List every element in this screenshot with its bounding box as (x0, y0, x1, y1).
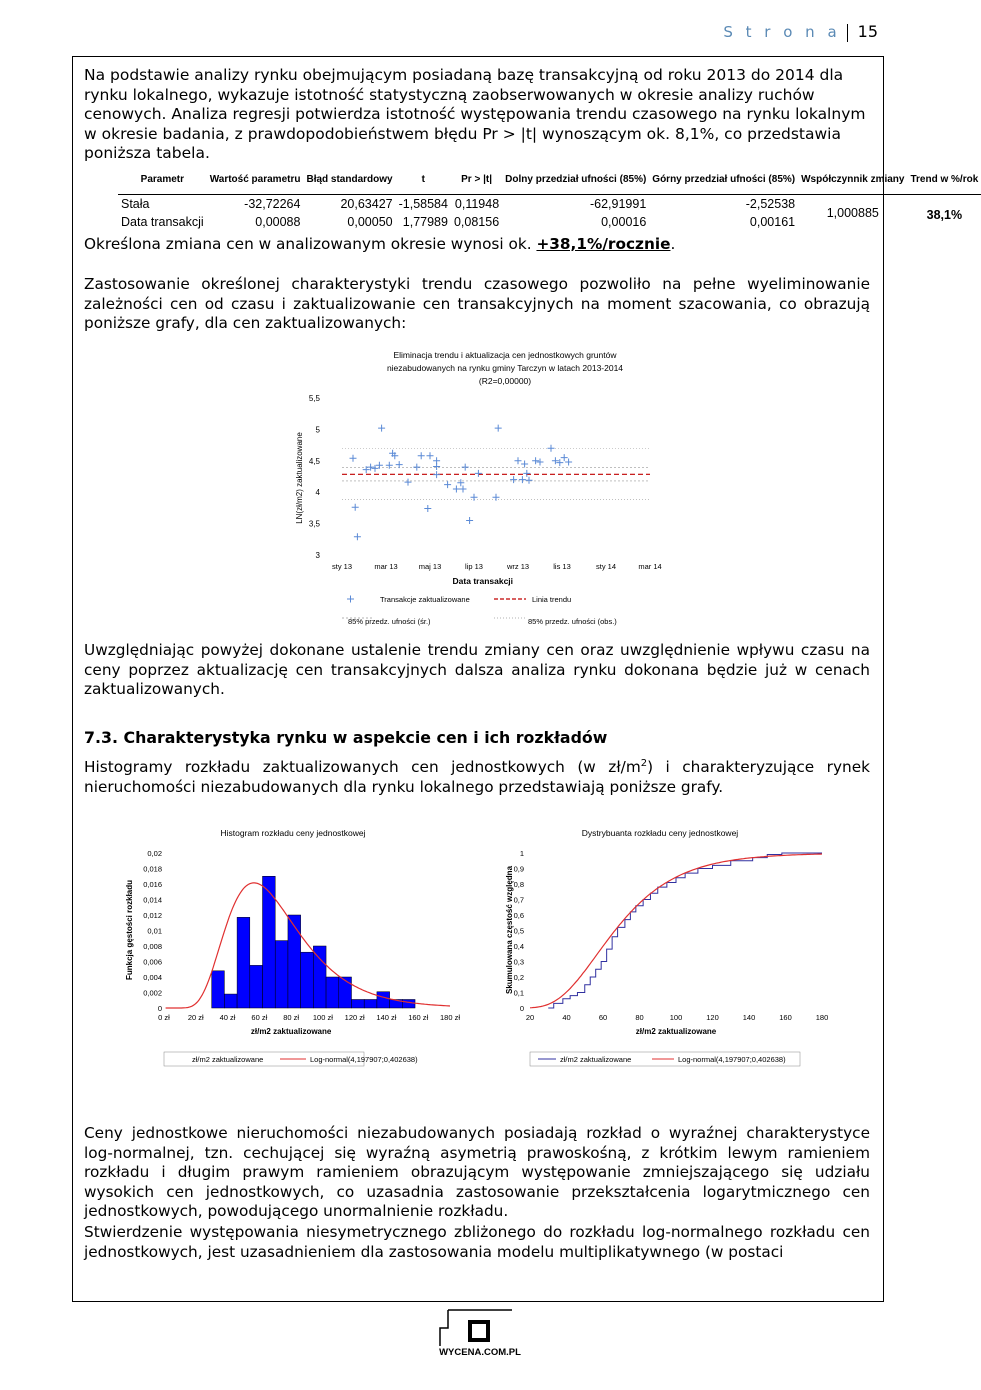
data-point (453, 486, 460, 493)
data-point (460, 486, 467, 493)
y-tick-label: 0,1 (513, 988, 524, 998)
intro-paragraph: Na podstawie analizy rynku obejmującym posiadaną bazę transakcyjną od roku 2013 do 2014 dla rynku lokalnego, wykazuje istotność statystyczną zaobserwowanych w okresie analizy ruchów cenowych. Analiza regresji potwierdza istotność występowania trendu czasowego na rynku lokalnym w okresie badania, z prawdopodobieństwem błędu Pr > |t| wynoszącym ok. 8,1%, co przedstawia poniższa tabela. (84, 66, 866, 163)
conclusion-suffix: . (670, 235, 676, 253)
data-point (354, 533, 361, 540)
y-tick-label: 0 (519, 1004, 524, 1013)
x-tick-label: 160 zł (408, 1013, 429, 1022)
legend-label: 85% przedz. ufności (śr.) (348, 617, 431, 626)
y-axis-label: Funkcja gęstości rozkładu (125, 879, 134, 981)
table-cell: -32,72264 (207, 195, 304, 214)
data-point (521, 460, 528, 467)
data-point (352, 504, 359, 511)
paragraph-3: Uwzględniając powyżej dokonane ustalenie trendu zmiany cen oraz uwzględnienie wpływu czasu na ceny poprzez aktualizację cen transakcyjnych dalsza analiza rynku dokonana będzie już w cenach zaktualizowanych. (84, 641, 870, 699)
th-parametr: Parametr (140, 173, 185, 185)
x-tick-label: lis 13 (553, 562, 571, 571)
x-tick-label: 100 (669, 1013, 683, 1022)
y-tick-label: 5,5 (308, 394, 320, 403)
data-point (396, 461, 403, 468)
y-tick-label: 0,008 (143, 942, 162, 951)
th-wartosc: Wartość parametru (209, 173, 301, 185)
data-point (552, 457, 559, 464)
data-point (561, 454, 568, 461)
legend-label: Log-normal(4,197907;0,402638) (678, 1055, 786, 1064)
y-tick-label: 3,5 (308, 519, 320, 529)
trend-conclusion (84, 235, 870, 255)
y-tick-label: 5 (315, 425, 320, 435)
data-point (413, 464, 420, 471)
page-label: S t r o n a (723, 23, 841, 41)
x-tick-label: maj 13 (418, 562, 442, 571)
y-tick-label: 0,002 (143, 988, 162, 998)
y-tick-label: 0,018 (143, 864, 162, 874)
data-point (475, 470, 482, 477)
table-cell: 0,00161 (749, 215, 796, 229)
x-tick-label: 0 zł (158, 1013, 170, 1022)
empirical-cdf (548, 853, 822, 1008)
logo-text: WYCENA.COM.PL (439, 1347, 521, 1358)
histogram-bar (402, 999, 415, 1008)
y-tick-label: 3 (315, 551, 320, 560)
chart-title: niezabudowanych na rynku gminy Tarczyn w latach 2013-2014 (386, 363, 624, 373)
legend-label: 85% przedz. ufności (obs.) (528, 617, 617, 626)
y-tick-label: 0,02 (147, 849, 162, 858)
x-tick-label: 40 (562, 1013, 571, 1022)
data-point (350, 455, 357, 462)
y-tick-label: 0,3 (513, 957, 524, 967)
y-tick-label: 0,8 (513, 880, 524, 889)
y-tick-label: 0,01 (147, 926, 162, 936)
table-cell: Stała (118, 195, 207, 214)
header-divider (847, 24, 848, 42)
histogram-bar (364, 999, 377, 1008)
paragraph-5: Ceny jednostkowe nieruchomości niezabudowanych posiadają rozkład o wyraźnej charakterystyce log-normalnej, tzn. cechującej się wyraźną asymetrią prawoskośną, z krótkim lewym ramieniem rozkładu i długim prawym ramieniem obrazującym występowanie zmniejszającego się udziału wysokich cen jednostkowych, co uzasadnia zastosowanie przekształcenia logarytmicznego cen jednostkowych, powodującego unormalnienie rozkładu. (84, 1124, 870, 1221)
histogram-bar (301, 952, 314, 1008)
table-cell: -2,52538 (649, 195, 798, 214)
histogram-bar (237, 917, 250, 1008)
th-dolny: Dolny przedział ufności (85%) (505, 173, 647, 185)
data-point (515, 457, 522, 464)
data-point (457, 479, 464, 486)
x-tick-label: lip 13 (465, 562, 483, 571)
data-point (548, 445, 555, 452)
x-tick-label: 40 zł (219, 1013, 236, 1022)
y-axis-label: LN(zł/m2) zaktualizowane (295, 432, 304, 524)
data-point (462, 464, 469, 471)
page-number: 15 (857, 22, 878, 41)
histogram-bar (351, 999, 364, 1008)
data-point (433, 471, 440, 478)
histogram-bar (326, 977, 339, 1008)
y-tick-label: 0,5 (513, 926, 524, 936)
x-tick-label: mar 13 (374, 562, 398, 571)
x-tick-label: 140 (742, 1013, 756, 1022)
p4-text-post: ) i charakteryzujące rynek nieruchomości niezabudowanych dla rynku lokalnego przedstawiają poniższe grafy. (84, 758, 870, 796)
y-tick-label: 0,014 (143, 895, 162, 905)
x-tick-label: sty 13 (331, 562, 353, 571)
chart-title: Eliminacja trendu i aktualizacja cen jednostkowych gruntów (393, 350, 617, 360)
data-point (495, 425, 502, 432)
data-point (510, 476, 517, 483)
logo-frame (440, 1310, 448, 1346)
y-tick-label: 0,012 (143, 911, 162, 920)
chart-title: Dystrybuanta rozkładu ceny jednostkowej (581, 828, 739, 838)
table-row (118, 195, 981, 214)
x-tick-label: sty 14 (595, 562, 617, 571)
paragraph-6: Stwierdzenie występowania niesymetrycznego zbliżonego do rozkładu log-normalnego rozkładu cen jednostkowych, jest uzasadnieniem dla zastosowania modelu multiplikatywnego (w postaci (84, 1223, 870, 1261)
x-tick-label: 140 zł (376, 1013, 397, 1022)
paragraph-2: Zastosowanie określonej charakterystyki trendu czasowego pozwoliło na pełne wyeliminowanie zależności cen od czasu i zaktualizowanie cen transakcyjnych na moment szacowania, co obrazują poniższe grafy, dla cen zaktualizowanych: (84, 275, 870, 333)
legend-label: zł/m2 zaktualizowane (560, 1055, 632, 1064)
histogram-bar (224, 994, 237, 1008)
x-tick-label: 20 (525, 1013, 535, 1022)
data-point (405, 479, 412, 486)
y-tick-label: 4,5 (308, 456, 320, 466)
lognormal-cdf-curve (530, 854, 822, 1008)
legend-label: Log-normal(4,197907;0,402638) (310, 1055, 418, 1064)
x-tick-label: 180 zł (439, 1013, 461, 1022)
y-tick-label: 0,2 (513, 973, 524, 982)
table-cell: 0,00050 (347, 215, 393, 229)
conclusion-value: +38,1%/rocznie (536, 235, 671, 253)
th-pr: Pr > |t| (461, 173, 492, 185)
legend-label: Transakcje zaktualizowane (380, 595, 470, 604)
table-cell: -1,58584 (396, 195, 451, 214)
coefficient-cell: 1,000885 (798, 195, 907, 232)
regression-table (118, 164, 981, 231)
th-t: t (421, 173, 425, 185)
y-tick-label: 0,7 (513, 895, 524, 905)
x-tick-label: 60 (598, 1013, 608, 1022)
data-point (444, 481, 451, 488)
th-wspolczynnik: Współczynnik zmiany (801, 173, 905, 185)
y-tick-label: 0,9 (513, 864, 524, 874)
table-cell: 0,00016 (601, 215, 647, 229)
th-gorny: Górny przedział ufności (85%) (652, 173, 796, 185)
th-blad: Błąd standardowy (306, 173, 393, 185)
section-title: 7.3. Charakterystyka rynku w aspekcie cen i ich rozkładów (84, 728, 608, 747)
y-tick-label: 1 (519, 849, 524, 858)
x-tick-label: 80 (635, 1013, 644, 1022)
x-tick-label: 120 (706, 1013, 719, 1022)
x-tick-label: mar 14 (638, 562, 662, 571)
data-point (466, 517, 473, 524)
chart-title: Histogram rozkładu ceny jednostkowej (220, 828, 366, 838)
data-point (519, 476, 526, 483)
y-tick-label: 0,006 (143, 957, 162, 967)
y-tick-label: 0 (157, 1004, 162, 1013)
y-tick-label: 0,016 (143, 880, 162, 889)
x-tick-label: 20 zł (187, 1013, 204, 1022)
legend-label: Linia trendu (532, 595, 572, 604)
x-axis-label: Data transakcji (452, 576, 514, 586)
y-tick-label: 4 (315, 488, 320, 498)
data-point (376, 462, 383, 469)
x-tick-label: 100 zł (312, 1013, 333, 1022)
data-point (427, 452, 434, 459)
paragraph-4 (84, 754, 870, 797)
p4-text: Histogramy rozkładu zaktualizowanych cen jednostkowych (w zł/m (84, 758, 641, 777)
histogram-bar (250, 965, 263, 1008)
trend-cell: 38,1% (907, 195, 981, 232)
table-cell: Data transakcji (121, 215, 204, 229)
histogram-bar (275, 941, 288, 1008)
footer-logo (430, 1306, 530, 1358)
conclusion-text: Określona zmiana cen w analizowanym okresie wynosi ok. (84, 235, 537, 253)
data-point (556, 459, 563, 466)
histogram-bar (339, 977, 352, 1008)
x-tick-label: 160 (779, 1013, 792, 1022)
data-point (424, 505, 431, 512)
data-point (378, 425, 385, 432)
cdf-chart (490, 818, 840, 1094)
y-axis-label: Skumulowana częstość względna (505, 865, 514, 995)
th-trend: Trend w %/rok (910, 173, 979, 185)
histogram-chart (120, 818, 470, 1094)
x-axis-label: zł/m2 zaktualizowane (250, 1027, 332, 1036)
histogram-bar (212, 971, 225, 1008)
histogram-bar (288, 915, 301, 1008)
data-point (523, 470, 530, 477)
data-point (418, 452, 425, 459)
table-cell: 20,63427 (303, 195, 395, 214)
y-tick-label: 0,004 (143, 973, 162, 982)
logo-mark-inner (472, 1324, 486, 1338)
data-point (532, 457, 539, 464)
table-cell: 0,11948 (451, 195, 502, 214)
data-point (537, 459, 544, 466)
x-tick-label: 80 zł (283, 1013, 300, 1022)
histogram-bar (377, 992, 390, 1008)
data-point (565, 459, 572, 466)
scatter-chart (280, 340, 690, 630)
table-cell: 1,77989 (402, 215, 448, 229)
data-point (433, 457, 440, 464)
p4-sup: 2 (640, 758, 648, 769)
x-axis-label: zł/m2 zaktualizowane (635, 1027, 717, 1036)
table-cell: 0,00088 (255, 215, 301, 229)
x-tick-label: 60 zł (251, 1013, 268, 1022)
y-tick-label: 0,6 (513, 911, 524, 920)
x-tick-label: 120 zł (344, 1013, 365, 1022)
legend-label: zł/m2 zaktualizowane (192, 1055, 264, 1064)
data-point (372, 465, 379, 472)
page-header (723, 22, 878, 42)
chart-title: (R2=0,00000) (478, 376, 532, 386)
data-point (526, 477, 533, 484)
table-cell: 0,08156 (453, 215, 500, 229)
histogram-bar (313, 946, 326, 1008)
x-tick-label: 180 (815, 1013, 829, 1022)
legend-marker (347, 596, 354, 603)
table-cell: -62,91991 (502, 195, 649, 214)
y-tick-label: 0,4 (513, 942, 524, 951)
x-tick-label: wrz 13 (506, 562, 530, 571)
